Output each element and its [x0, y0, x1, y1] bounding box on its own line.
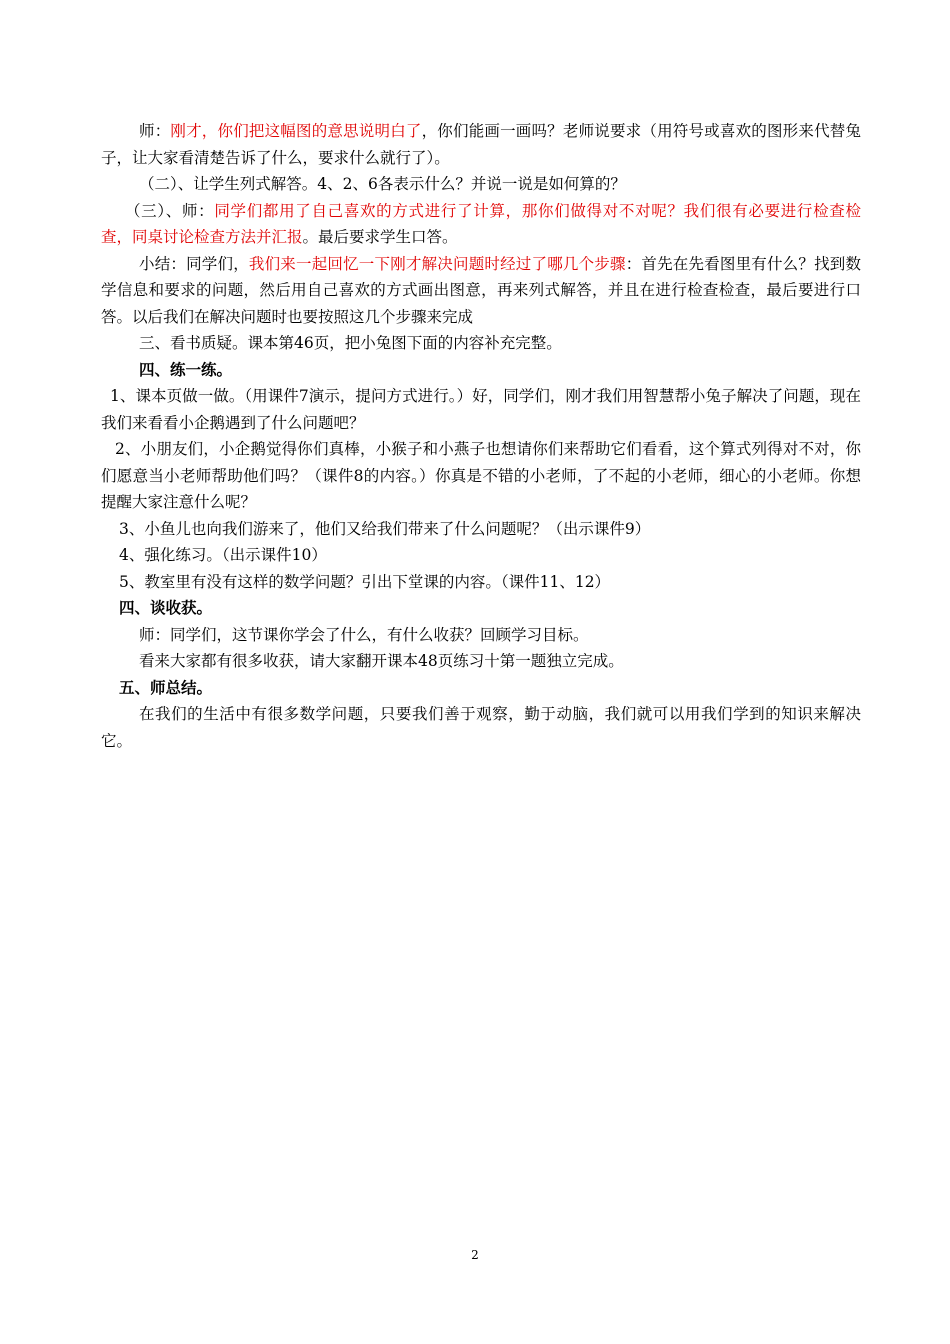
text-run: 。最后要求学生口答。: [302, 228, 458, 246]
paragraph-gains-exercise: [101, 648, 861, 675]
text-run: 小结：同学们，: [139, 254, 249, 273]
text-run: 师：: [139, 122, 171, 140]
paragraph-gains-question: [101, 622, 861, 649]
page-number: 2: [471, 1248, 479, 1262]
text-run: ，你们能画一画吗？老师说要求（用符号或喜欢的图形来代替兔子，让大家看清楚告诉了什么，要求什么就行了）。: [101, 122, 861, 167]
text-run: （三）、师：: [125, 201, 215, 220]
section-heading-conclusion: [101, 675, 861, 702]
text-run: 2、小朋友们，小企鹅觉得你们真棒，小猴子和小燕子也想请你们来帮助它们看看，这个算式列得对不对，你们愿意当小老师帮助他们吗？（课件8的内容。）你真是不错的小老师，了不起的小老师，细心的小老师。你想提醒大家注意什么呢？: [101, 440, 861, 511]
text-run: 3、小鱼儿也向我们游来了，他们又给我们带来了什么问题呢？（出示课件9）: [119, 519, 651, 538]
text-run: 在我们的生活中有很多数学问题，只要我们善于观察，勤于动脑，我们就可以用我们学到的知识来解决它。: [101, 705, 861, 750]
heading-text: 五、师总结。: [119, 677, 213, 697]
paragraph-practice-5: [101, 569, 861, 596]
paragraph-read-book: [101, 330, 861, 357]
text-run: 1、课本页做一做。（用课件7演示，提问方式进行。）好，同学们，刚才我们用智慧帮小兔子解决了问题，现在我们来看看小企鹅遇到了什么问题吧？: [101, 387, 861, 432]
section-heading-practice: [101, 357, 861, 384]
paragraph-practice-4: [101, 542, 861, 569]
paragraph-summary: [101, 251, 861, 331]
text-run: （二）、让学生列式解答。4、2、6各表示什么？并说一说是如何算的？: [139, 175, 626, 193]
paragraph-practice-1: [101, 383, 861, 436]
text-run: 看来大家都有很多收获，请大家翻开课本48页练习十第一题独立完成。: [139, 652, 624, 670]
text-run: ：首先在先看图里有什么？找到数学信息和要求的问题，然后用自己喜欢的方式画出图意，再来列式解答，并且在进行检查检查，最后要进行口答。以后我们在解决问题时也要按照这几个步骤来完成: [101, 254, 861, 326]
paragraph-step-three: [101, 198, 861, 251]
paragraph-step-two: [101, 171, 861, 198]
highlighted-text-run: 同学们都用了自己喜欢的方式进行了计算，那你们做得对不对呢？我们很有必要进行检查检查，同桌讨论检查方法并汇报: [101, 201, 861, 246]
text-run: 5、教室里有没有这样的数学问题？引出下堂课的内容。（课件11、12）: [119, 572, 611, 591]
highlighted-text-run: 刚才，你们把这幅图的意思说明白了: [170, 122, 422, 140]
heading-text: 四、谈收获。: [119, 598, 213, 617]
paragraph-conclusion: [101, 701, 861, 754]
highlighted-text-run: 我们来一起回忆一下刚才解决问题时经过了哪几个步骤: [248, 254, 626, 273]
text-run: 三、看书质疑。课本第46页，把小兔图下面的内容补充完整。: [139, 334, 562, 352]
text-run: 4、强化练习。（出示课件10）: [119, 546, 327, 564]
paragraph-practice-3: [101, 516, 861, 543]
paragraph-teacher-draw: [101, 118, 861, 171]
text-run: 师：同学们，这节课你学会了什么，有什么收获？回顾学习目标。: [139, 625, 589, 644]
section-heading-gains: [101, 595, 861, 622]
document-body: [101, 118, 861, 754]
heading-text: 四、练一练。: [139, 359, 233, 379]
paragraph-practice-2: [101, 436, 861, 516]
